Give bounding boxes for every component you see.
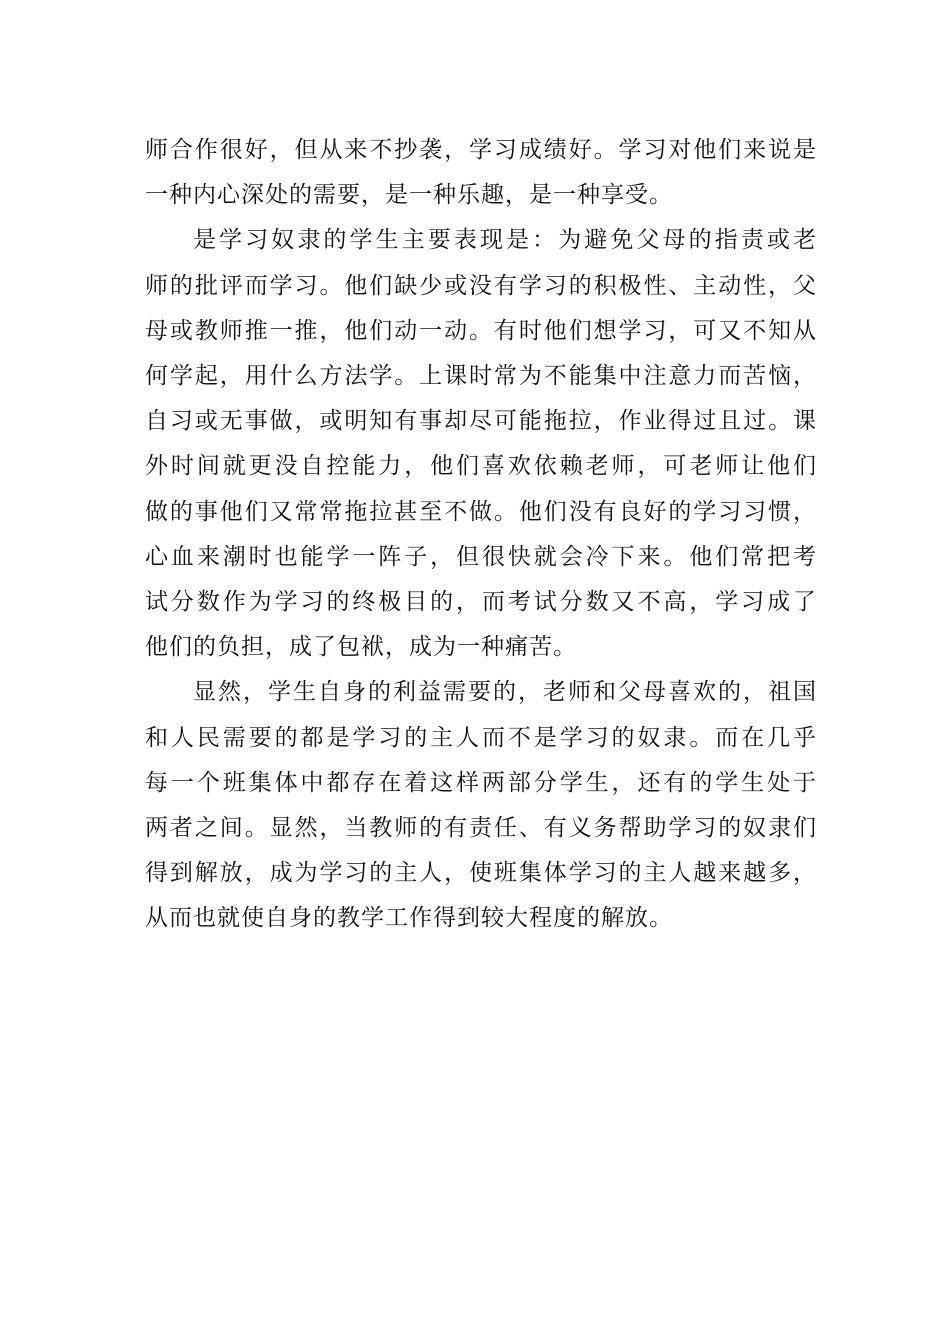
text-line: 自习或无事做，或明知有事却尽可能拖拉，作业得过且过。课 — [145, 408, 817, 435]
text-line: 他们的负担，成了包袱，成为一种痛苦。 — [145, 634, 577, 661]
text-line: 外时间就更没自控能力，他们喜欢依赖老师，可老师让他们 — [145, 453, 817, 480]
paragraph-3 — [145, 670, 817, 941]
text-line: 是学习奴隶的学生主要表现是：为避免父母的指责或老 — [193, 227, 817, 254]
text-line: 做的事他们又常常拖拉甚至不做。他们没有良好的学习习惯， — [145, 498, 817, 525]
text-line: 和人民需要的都是学习的主人而不是学习的奴隶。而在几乎 — [145, 724, 817, 751]
text-line: 试分数作为学习的终极目的，而考试分数又不高，学习成了 — [145, 589, 817, 616]
text-line: 显然，学生自身的利益需要的，老师和父母喜欢的，祖国 — [193, 679, 817, 706]
text-line: 从而也就使自身的教学工作得到较大程度的解放。 — [145, 905, 673, 932]
paragraph-1 — [145, 128, 817, 218]
text-line: 一种内心深处的需要，是一种乐趣，是一种享受。 — [145, 182, 673, 209]
text-line: 师的批评而学习。他们缺少或没有学习的积极性、主动性，父 — [145, 272, 817, 299]
text-line: 得到解放，成为学习的主人，使班集体学习的主人越来越多， — [145, 860, 817, 887]
text-line: 每一个班集体中都存在着这样两部分学生，还有的学生处于 — [145, 769, 817, 796]
paragraph-2 — [145, 218, 817, 670]
document-body — [145, 128, 817, 942]
text-line: 两者之间。显然，当教师的有责任、有义务帮助学习的奴隶们 — [145, 815, 817, 842]
text-line: 母或教师推一推，他们动一动。有时他们想学习，可又不知从 — [145, 317, 817, 344]
text-line: 师合作很好，但从来不抄袭，学习成绩好。学习对他们来说是 — [145, 137, 817, 163]
text-line: 何学起，用什么方法学。上课时常为不能集中注意力而苦恼， — [145, 363, 817, 390]
text-line: 心血来潮时也能学一阵子，但很快就会冷下来。他们常把考 — [145, 543, 817, 570]
